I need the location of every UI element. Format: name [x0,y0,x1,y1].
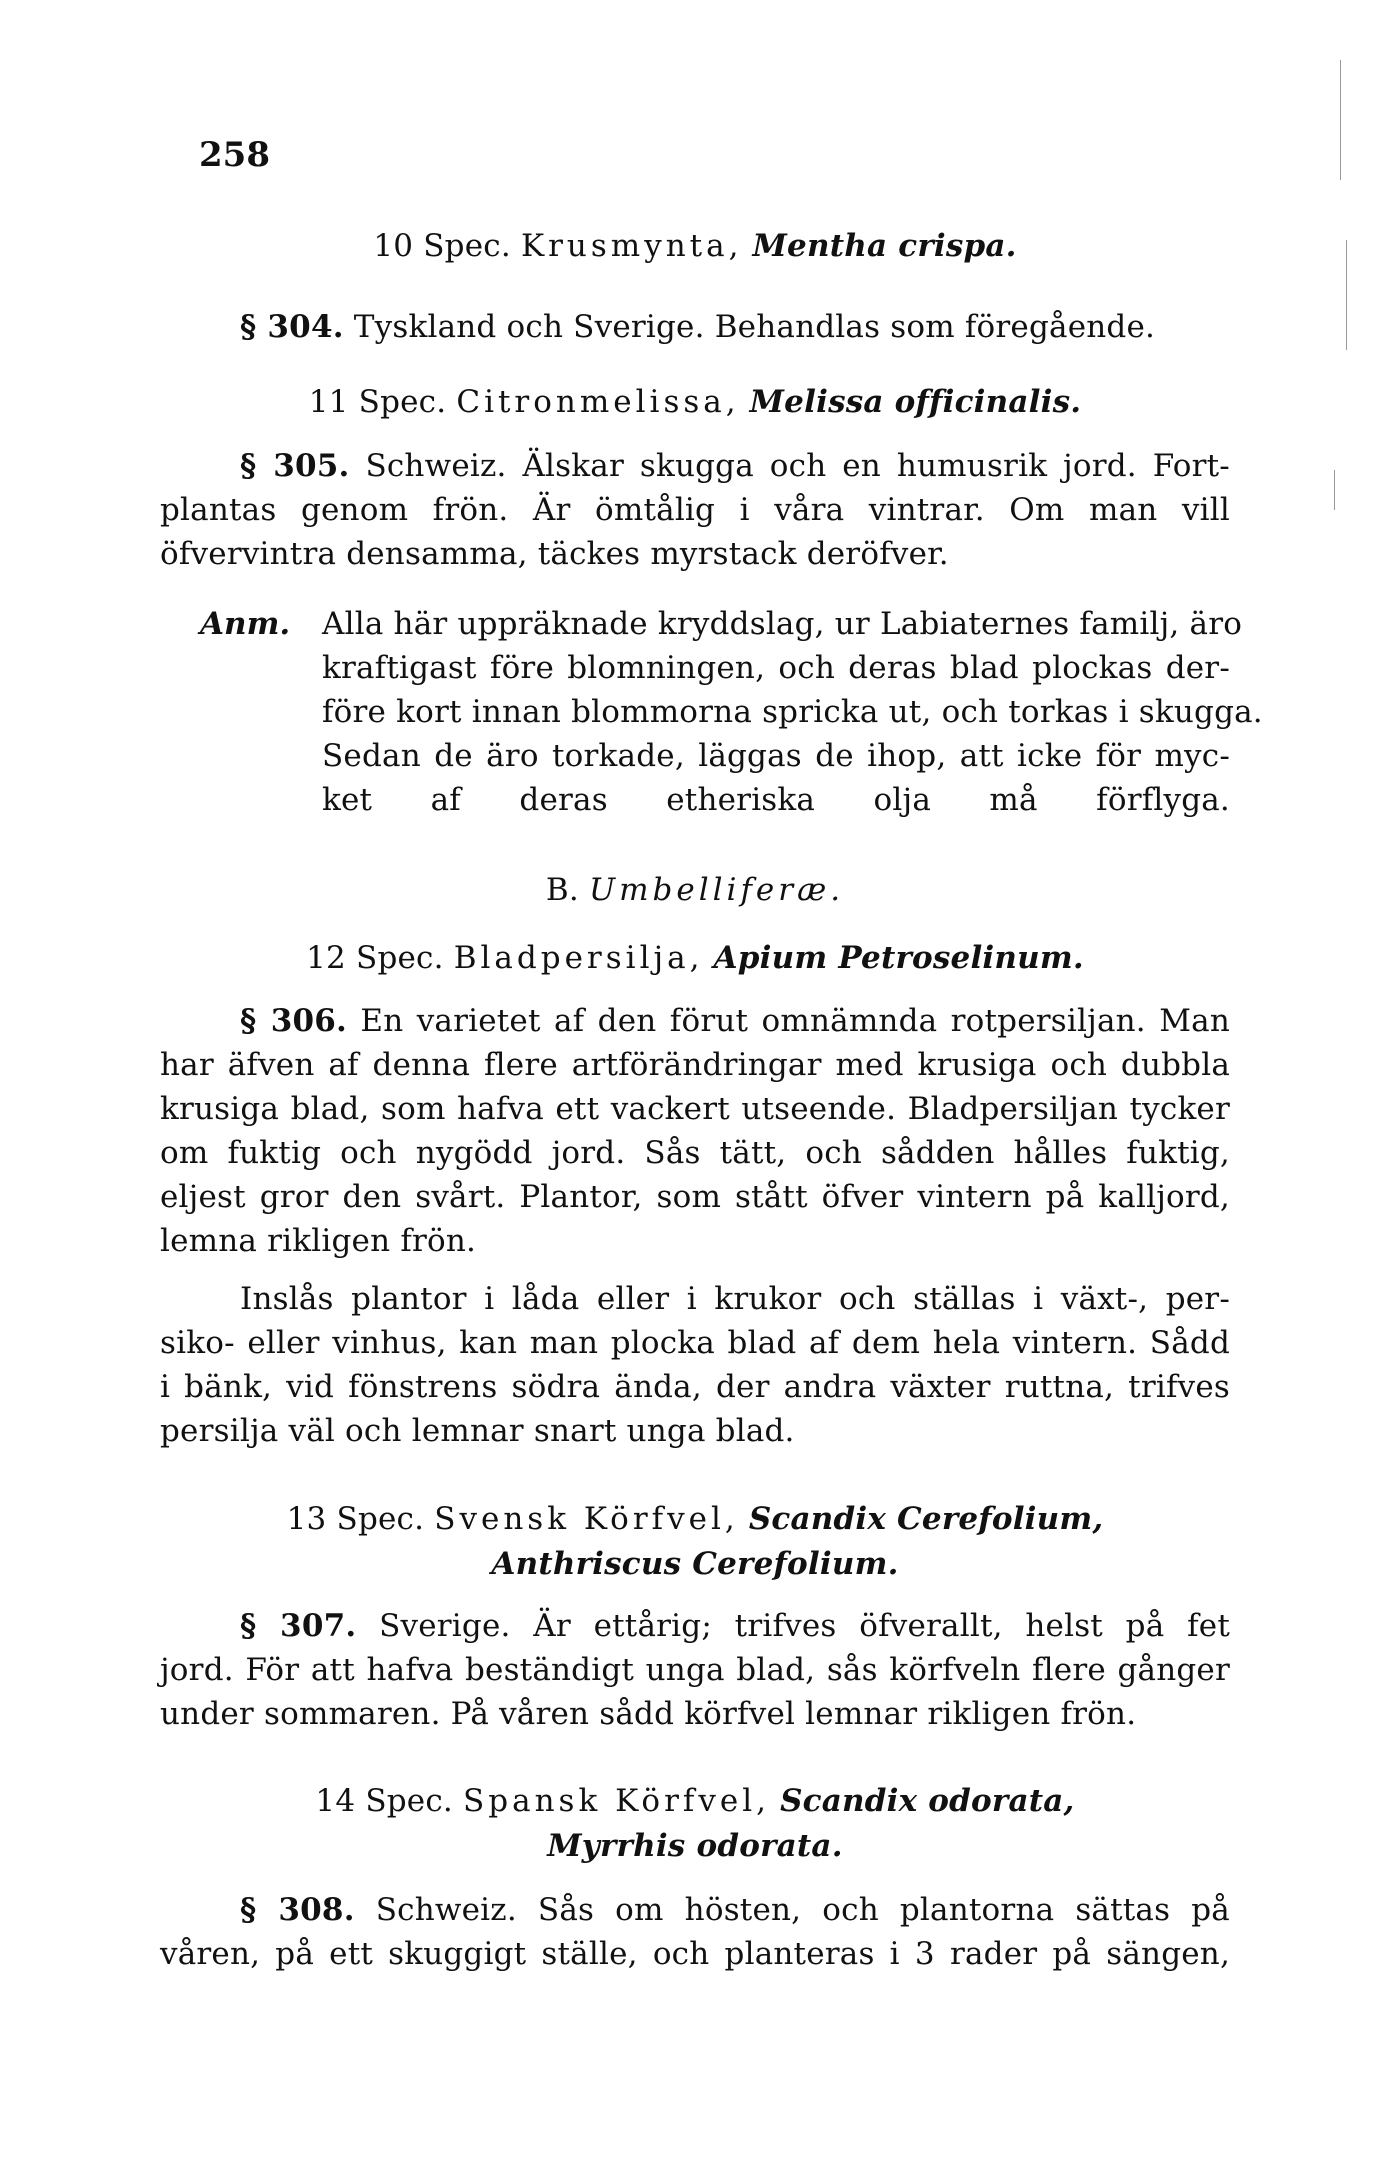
section-text: Tyskland och Sverige. Behandlas som föregående. [353,309,1156,345]
section-306-line-1 [240,1001,1230,1041]
species-common-name: Spansk Körfvel, [463,1783,771,1819]
species-latin-name: Apium Petroselinum. [713,940,1084,976]
group-name: Umbelliferæ. [589,872,845,908]
section-307-line-2: jord. För att hafva beständigt unga blad, sås körfveln flere gånger [160,1652,1230,1688]
section-text: Sverige. Är ettårig; trifves öfverallt, helst på fet [379,1608,1230,1644]
species-latin-name: Scandix odorata, [780,1783,1075,1819]
section-306-line-3: krusiga blad, som hafva ett vackert utseende. Bladpersiljan tycker [160,1091,1230,1127]
section-text: Schweiz. Älskar skugga och en humusrik jord. Fort- [365,448,1230,484]
species-common-name: Citronmelissa, [456,384,740,420]
species-common-name: Svensk Körfvel, [434,1501,739,1537]
page-number: 258 [199,135,270,175]
species-heading-13 [160,1499,1230,1539]
note-line-3: före kort innan blommorna spricka ut, och torkas i skugga. [322,694,1263,730]
note-line-1: Alla här uppräknade kryddslag, ur Labiaternes familj, äro [322,606,1243,642]
section-306-line-2: har äfven af denna flere artförändringar med krusiga och dubbla [160,1047,1230,1083]
note-line-4: Sedan de äro torkade, läggas de ihop, att icke för myc- [322,738,1230,774]
section-text: En varietet af den förut omnämnda rotpersiljan. Man [360,1003,1230,1039]
species-latin-name: Melissa officinalis. [749,384,1082,420]
species-number: 11 Spec. [308,384,447,420]
group-letter: B. [545,872,579,908]
section-306-para2-line-2: siko- eller vinhus, kan man plocka blad af dem hela vintern. Sådd [160,1325,1230,1361]
section-306-line-6: lemna rikligen frön. [160,1223,477,1259]
species-heading-13-synonym [160,1544,1230,1584]
species-latin-synonym: Myrrhis odorata. [547,1828,843,1864]
section-number: § 304. [240,309,344,345]
note-line-5: ket af deras etheriska olja må förflyga. [322,782,1230,818]
scan-edge-mark [1334,470,1335,510]
section-number: § 306. [240,1003,347,1039]
section-308-line-2: våren, på ett skuggigt ställe, och planteras i 3 rader på sängen, [160,1936,1230,1972]
species-heading-14-synonym [160,1826,1230,1866]
species-heading-14 [160,1781,1230,1821]
species-heading-12 [160,938,1230,978]
scan-edge-mark [1340,60,1341,180]
section-305-line-1 [240,446,1230,486]
species-common-name: Krusmynta, [520,228,743,264]
section-number: § 308. [240,1892,355,1928]
section-number: § 305. [240,448,350,484]
group-heading-b [160,870,1230,910]
section-307-line-3: under sommaren. På våren sådd körfvel lemnar rikligen frön. [160,1696,1137,1732]
section-305-line-2: plantas genom frön. Är ömtålig i våra vintrar. Om man vill [160,492,1230,528]
section-304 [240,307,1155,347]
section-306-line-5: eljest gror den svårt. Plantor, som stått öfver vintern på kalljord, [160,1179,1230,1215]
species-number: 12 Spec. [306,940,444,976]
section-306-line-4: om fuktig och nygödd jord. Sås tätt, och sådden hålles fuktig, [160,1135,1230,1171]
species-latin-name: Scandix Cerefolium, [748,1501,1104,1537]
species-latin-name: Mentha crispa. [752,228,1017,264]
section-307-line-1 [240,1606,1230,1646]
species-heading-11 [160,382,1230,422]
species-number: 10 Spec. [373,228,511,264]
species-number: 14 Spec. [315,1783,453,1819]
species-heading-10 [160,226,1230,266]
note-label: Anm. [200,606,291,642]
species-common-name: Bladpersilja, [453,940,704,976]
section-308-line-1 [240,1890,1230,1930]
species-number: 13 Spec. [286,1501,425,1537]
section-text: Schweiz. Sås om hösten, och plantorna sättas på [375,1892,1230,1928]
section-306-para2-line-3: i bänk, vid fönstrens södra ända, der andra växter ruttna, trifves [160,1369,1230,1405]
section-306-para2-line-1: Inslås plantor i låda eller i krukor och ställas i växt-, per- [240,1281,1230,1317]
section-305-line-3: öfvervintra densamma, täckes myrstack deröfver. [160,536,949,572]
section-306-para2-line-4: persilja väl och lemnar snart unga blad. [160,1413,795,1449]
scan-edge-mark [1346,240,1347,350]
species-latin-synonym: Anthriscus Cerefolium. [491,1546,899,1582]
note-line-2: kraftigast före blomningen, och deras blad plockas der- [322,650,1230,686]
section-number: § 307. [240,1608,357,1644]
